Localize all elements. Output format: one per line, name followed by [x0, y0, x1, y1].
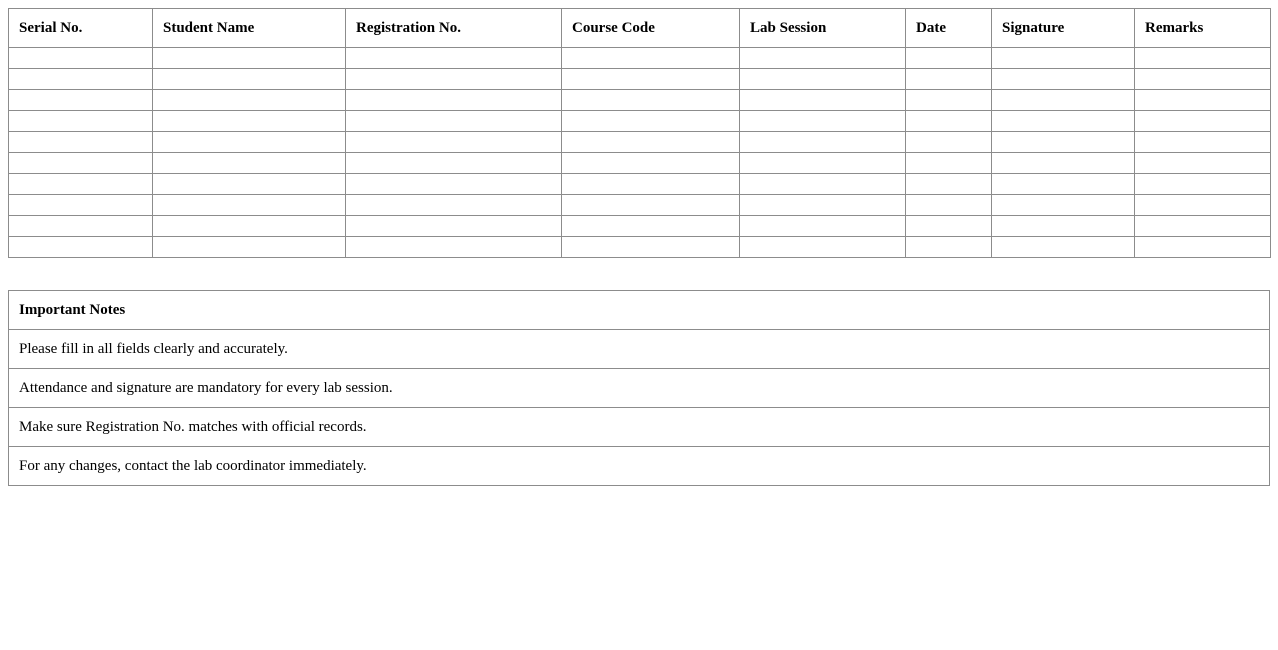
table-row: [9, 90, 1271, 111]
cell-registration-no[interactable]: [346, 174, 562, 195]
cell-date[interactable]: [906, 216, 992, 237]
cell-course-code[interactable]: [562, 90, 740, 111]
cell-course-code[interactable]: [562, 111, 740, 132]
cell-lab-session[interactable]: [740, 90, 906, 111]
cell-serial-no[interactable]: [9, 69, 153, 90]
cell-student-name[interactable]: [153, 132, 346, 153]
cell-student-name[interactable]: [153, 237, 346, 258]
cell-course-code[interactable]: [562, 195, 740, 216]
notes-body: [9, 330, 1270, 486]
note-item: Please fill in all fields clearly and accurately.: [9, 330, 1270, 369]
cell-signature[interactable]: [992, 174, 1135, 195]
notes-header-row: [9, 291, 1270, 330]
cell-date[interactable]: [906, 153, 992, 174]
cell-remarks[interactable]: [1135, 111, 1271, 132]
cell-date[interactable]: [906, 69, 992, 90]
cell-registration-no[interactable]: [346, 90, 562, 111]
cell-registration-no[interactable]: [346, 195, 562, 216]
cell-signature[interactable]: [992, 90, 1135, 111]
cell-registration-no[interactable]: [346, 153, 562, 174]
note-item: Attendance and signature are mandatory for every lab session.: [9, 369, 1270, 408]
cell-signature[interactable]: [992, 153, 1135, 174]
cell-remarks[interactable]: [1135, 237, 1271, 258]
cell-date[interactable]: [906, 195, 992, 216]
attendance-table: [8, 8, 1271, 258]
cell-student-name[interactable]: [153, 174, 346, 195]
cell-remarks[interactable]: [1135, 132, 1271, 153]
cell-registration-no[interactable]: [346, 69, 562, 90]
cell-lab-session[interactable]: [740, 48, 906, 69]
cell-signature[interactable]: [992, 195, 1135, 216]
cell-serial-no[interactable]: [9, 153, 153, 174]
cell-student-name[interactable]: [153, 216, 346, 237]
note-item: Make sure Registration No. matches with official records.: [9, 408, 1270, 447]
cell-serial-no[interactable]: [9, 174, 153, 195]
cell-registration-no[interactable]: [346, 132, 562, 153]
cell-lab-session[interactable]: [740, 153, 906, 174]
cell-serial-no[interactable]: [9, 48, 153, 69]
cell-remarks[interactable]: [1135, 48, 1271, 69]
note-item: For any changes, contact the lab coordinator immediately.: [9, 447, 1270, 486]
cell-lab-session[interactable]: [740, 174, 906, 195]
cell-remarks[interactable]: [1135, 90, 1271, 111]
cell-course-code[interactable]: [562, 69, 740, 90]
cell-student-name[interactable]: [153, 69, 346, 90]
notes-table: [8, 290, 1270, 486]
note-row: [9, 330, 1270, 369]
table-row: [9, 69, 1271, 90]
cell-remarks[interactable]: [1135, 69, 1271, 90]
cell-serial-no[interactable]: [9, 237, 153, 258]
cell-signature[interactable]: [992, 111, 1135, 132]
cell-student-name[interactable]: [153, 48, 346, 69]
cell-registration-no[interactable]: [346, 237, 562, 258]
table-row: [9, 48, 1271, 69]
header-serial-no: Serial No.: [9, 9, 153, 48]
cell-course-code[interactable]: [562, 174, 740, 195]
header-course-code: Course Code: [562, 9, 740, 48]
cell-lab-session[interactable]: [740, 216, 906, 237]
note-row: [9, 369, 1270, 408]
table-row: [9, 132, 1271, 153]
cell-course-code[interactable]: [562, 48, 740, 69]
header-student-name: Student Name: [153, 9, 346, 48]
cell-student-name[interactable]: [153, 195, 346, 216]
cell-date[interactable]: [906, 132, 992, 153]
table-row: [9, 195, 1271, 216]
cell-signature[interactable]: [992, 132, 1135, 153]
cell-date[interactable]: [906, 48, 992, 69]
cell-serial-no[interactable]: [9, 195, 153, 216]
cell-serial-no[interactable]: [9, 132, 153, 153]
note-row: [9, 447, 1270, 486]
cell-course-code[interactable]: [562, 216, 740, 237]
cell-remarks[interactable]: [1135, 153, 1271, 174]
cell-remarks[interactable]: [1135, 216, 1271, 237]
notes-title: Important Notes: [9, 291, 1270, 330]
cell-date[interactable]: [906, 174, 992, 195]
header-registration-no: Registration No.: [346, 9, 562, 48]
cell-date[interactable]: [906, 111, 992, 132]
cell-serial-no[interactable]: [9, 111, 153, 132]
attendance-header-row: [9, 9, 1271, 48]
cell-date[interactable]: [906, 90, 992, 111]
table-row: [9, 111, 1271, 132]
cell-lab-session[interactable]: [740, 111, 906, 132]
cell-date[interactable]: [906, 237, 992, 258]
cell-registration-no[interactable]: [346, 48, 562, 69]
cell-lab-session[interactable]: [740, 195, 906, 216]
cell-signature[interactable]: [992, 48, 1135, 69]
cell-serial-no[interactable]: [9, 216, 153, 237]
cell-signature[interactable]: [992, 237, 1135, 258]
cell-student-name[interactable]: [153, 153, 346, 174]
cell-registration-no[interactable]: [346, 216, 562, 237]
header-lab-session: Lab Session: [740, 9, 906, 48]
cell-student-name[interactable]: [153, 111, 346, 132]
cell-lab-session[interactable]: [740, 237, 906, 258]
cell-course-code[interactable]: [562, 132, 740, 153]
table-row: [9, 174, 1271, 195]
table-row: [9, 153, 1271, 174]
table-row: [9, 237, 1271, 258]
header-date: Date: [906, 9, 992, 48]
note-row: [9, 408, 1270, 447]
cell-course-code[interactable]: [562, 153, 740, 174]
cell-remarks[interactable]: [1135, 195, 1271, 216]
cell-course-code[interactable]: [562, 237, 740, 258]
cell-student-name[interactable]: [153, 90, 346, 111]
cell-remarks[interactable]: [1135, 174, 1271, 195]
cell-lab-session[interactable]: [740, 132, 906, 153]
attendance-body: [9, 48, 1271, 258]
cell-registration-no[interactable]: [346, 111, 562, 132]
cell-lab-session[interactable]: [740, 69, 906, 90]
cell-signature[interactable]: [992, 69, 1135, 90]
cell-signature[interactable]: [992, 216, 1135, 237]
cell-serial-no[interactable]: [9, 90, 153, 111]
header-remarks: Remarks: [1135, 9, 1271, 48]
header-signature: Signature: [992, 9, 1135, 48]
table-row: [9, 216, 1271, 237]
